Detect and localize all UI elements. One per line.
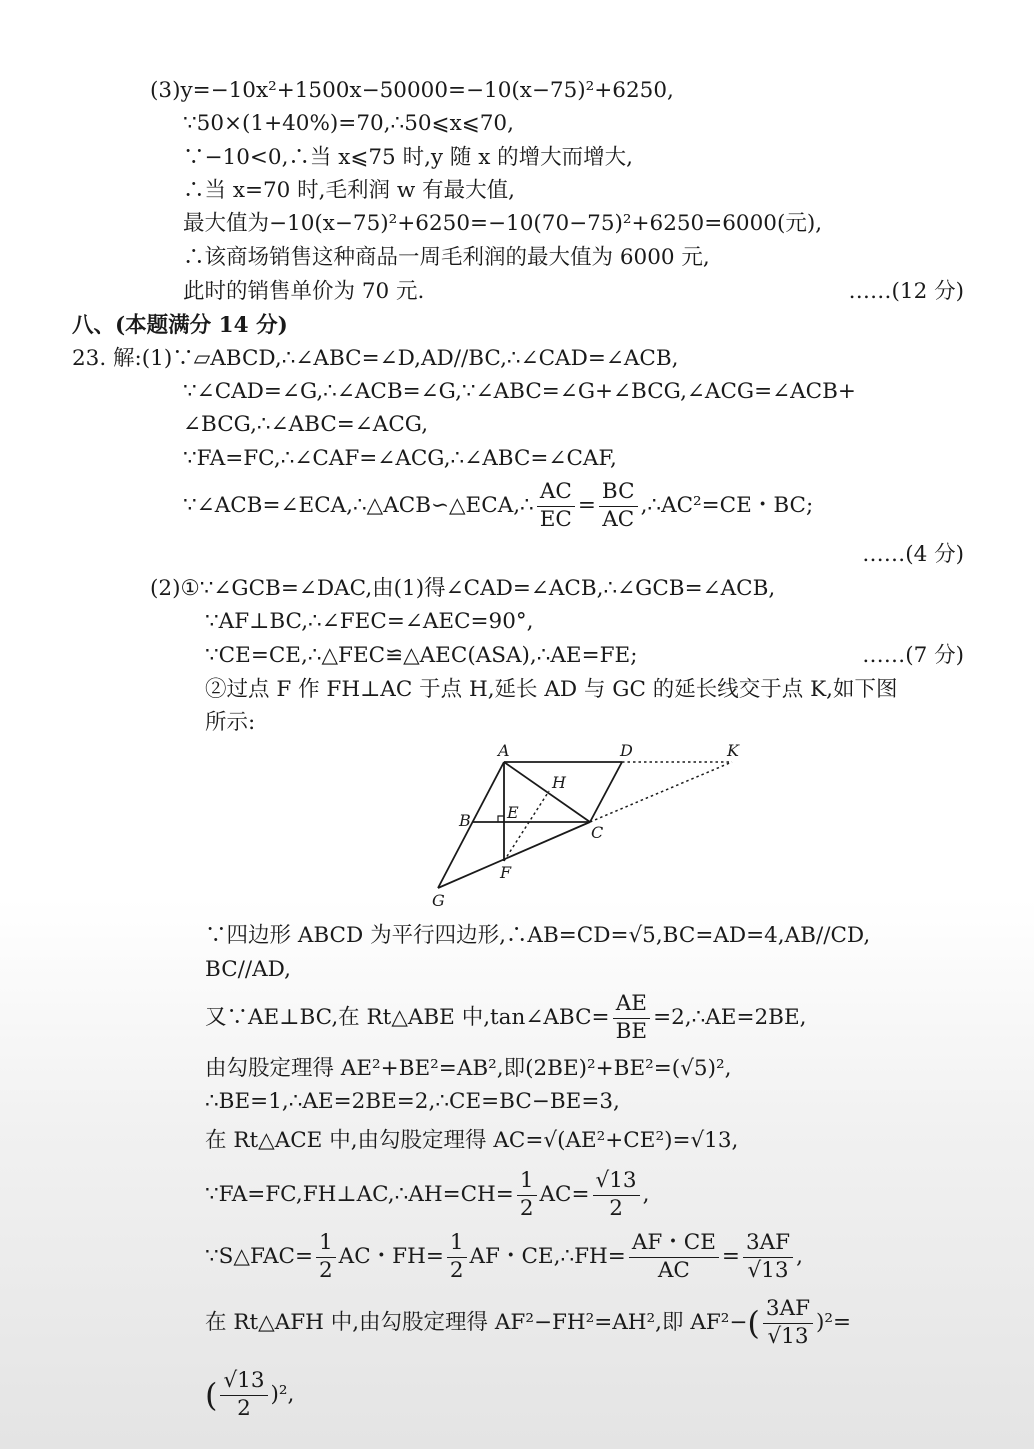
label-G: G <box>432 891 445 910</box>
fraction <box>316 1232 336 1282</box>
ac-line: 在 Rt△ACE 中,由勾股定理得 AC=√(AE²+CE²)=√13, <box>205 1128 739 1153</box>
label-K: K <box>727 741 739 760</box>
text: , <box>796 1244 803 1270</box>
fraction <box>629 1232 719 1282</box>
line-3-formula: (3)y=−10x²+1500x−50000=−10(x−75)²+6250, <box>150 78 674 103</box>
pythagoras-line: 由勾股定理得 AE²+BE²=AB²,即(2BE)²+BE²=(√5)², <box>205 1056 732 1081</box>
denominator: AC <box>657 1257 690 1283</box>
part2-line-3: ∵CE=CE,∴△FEC≌△AEC(ASA),∴AE=FE; <box>205 643 638 668</box>
numerator: AC <box>537 481 575 507</box>
be-line: ∴BE=1,∴AE=2BE=2,∴CE=BC−BE=3, <box>205 1089 620 1114</box>
fraction <box>537 481 575 531</box>
afh-line <box>205 1298 851 1348</box>
text: =2,∴AE=2BE, <box>653 1005 807 1031</box>
ah-line <box>205 1170 649 1220</box>
numerator: AF・CE <box>629 1232 719 1258</box>
left-paren: ( <box>205 1376 218 1415</box>
line-price: 此时的销售单价为 70 元. <box>183 279 425 304</box>
q23-line-2: ∵∠CAD=∠G,∴∠ACB=∠G,∵∠ABC=∠G+∠BCG,∠ACG=∠ACB+ <box>183 379 856 404</box>
numerator: √13 <box>593 1170 640 1196</box>
denominator: √13 <box>767 1323 809 1349</box>
label-C: C <box>591 823 604 842</box>
text: AC= <box>539 1182 590 1208</box>
text: )²= <box>816 1310 852 1336</box>
line-max-value: 最大值为−10(x−75)²+6250=−10(70−75)²+6250=6000(元), <box>183 211 823 236</box>
part2-step2: ②过点 F 作 FH⊥AC 于点 H,延长 AD 与 GC 的延长线交于点 K,如下图 <box>205 677 898 702</box>
q23-line-3: ∠BCG,∴∠ABC=∠ACG, <box>183 412 429 437</box>
fraction <box>763 1298 813 1348</box>
score-4: ……(4 分) <box>862 542 964 567</box>
segment-AG <box>438 762 504 888</box>
text: 又∵AE⊥BC,在 Rt△ABE 中,tan∠ABC= <box>205 1005 610 1031</box>
text: )², <box>270 1382 295 1408</box>
fraction <box>517 1170 537 1220</box>
score-12: ……(12 分) <box>848 279 964 304</box>
line-range: ∵50×(1+40%)=70,∴50⩽x⩽70, <box>183 111 514 136</box>
label-B: B <box>459 811 471 830</box>
label-H: H <box>552 773 566 792</box>
text: AF・CE,∴FH= <box>469 1244 626 1270</box>
denominator: 2 <box>318 1257 333 1283</box>
numerator: 1 <box>517 1170 537 1196</box>
fraction <box>743 1232 793 1282</box>
text: ∵FA=FC,FH⊥AC,∴AH=CH= <box>205 1182 514 1208</box>
numerator: BC <box>599 481 638 507</box>
label-D: D <box>620 741 633 760</box>
label-A: A <box>498 741 510 760</box>
line-max-at: ∴当 x=70 时,毛利润 w 有最大值, <box>183 178 515 203</box>
numerator: 3AF <box>743 1232 793 1258</box>
segment-CK <box>590 762 732 822</box>
text: ,∴AC²=CE・BC; <box>640 493 814 519</box>
q23-line-4: ∵FA=FC,∴∠CAF=∠ACG,∴∠ABC=∠CAF, <box>183 446 617 471</box>
text: ∵S△FAC= <box>205 1244 313 1270</box>
text: = <box>577 493 596 519</box>
denominator: 2 <box>519 1195 534 1221</box>
fraction <box>447 1232 467 1282</box>
text: AC・FH= <box>338 1244 444 1270</box>
denominator: 2 <box>449 1257 464 1283</box>
geometry-figure <box>428 740 748 910</box>
part2-line-1: (2)①∵∠GCB=∠DAC,由(1)得∠CAD=∠ACB,∴∠GCB=∠ACB, <box>150 576 776 601</box>
text: = <box>721 1244 740 1270</box>
label-F: F <box>500 863 512 882</box>
line-conclusion: ∴该商场销售这种商品一周毛利润的最大值为 6000 元, <box>183 245 710 270</box>
line-monotonic: ∵−10<0,∴当 x⩽75 时,y 随 x 的增大而增大, <box>183 145 634 170</box>
segment-GC <box>438 822 590 888</box>
part2-line-2: ∵AF⊥BC,∴∠FEC=∠AEC=90°, <box>205 609 534 634</box>
segment-DC <box>590 762 622 822</box>
area-line <box>205 1232 803 1282</box>
numerator: AE <box>613 993 651 1019</box>
numerator: √13 <box>220 1370 267 1396</box>
denominator: BE <box>615 1018 648 1044</box>
numerator: 3AF <box>763 1298 813 1324</box>
parallelogram-line: ∵四边形 ABCD 为平行四边形,∴AB=CD=√5,BC=AD=4,AB//CD, <box>205 923 871 948</box>
section-heading-8: 八、(本题满分 14 分) <box>72 313 288 338</box>
score-7: ……(7 分) <box>862 643 964 668</box>
fraction <box>599 481 638 531</box>
tan-line <box>205 993 807 1043</box>
fraction <box>593 1170 640 1220</box>
denominator: 2 <box>237 1395 251 1421</box>
q23-line-1: 23. 解:(1)∵▱ABCD,∴∠ABC=∠D,AD//BC,∴∠CAD=∠ACB, <box>72 346 679 371</box>
parallelogram-line-cont: BC//AD, <box>205 957 291 982</box>
part2-step2-cont: 所示: <box>205 710 256 735</box>
text: 在 Rt△AFH 中,由勾股定理得 AF²−FH²=AH²,即 AF²− <box>205 1310 748 1336</box>
q23-similar-line <box>183 481 813 531</box>
fraction <box>220 1370 267 1420</box>
denominator: EC <box>539 506 572 532</box>
numerator: 1 <box>447 1232 467 1258</box>
text: ∵∠ACB=∠ECA,∴△ACB∽△ECA,∴ <box>183 493 534 519</box>
afh-line-cont <box>205 1370 294 1420</box>
denominator: AC <box>602 506 635 532</box>
text: , <box>642 1182 650 1208</box>
fraction <box>613 993 651 1043</box>
numerator: 1 <box>316 1232 336 1258</box>
left-paren: ( <box>747 1304 760 1343</box>
label-E: E <box>507 803 519 822</box>
denominator: 2 <box>609 1195 623 1221</box>
denominator: √13 <box>747 1257 789 1283</box>
